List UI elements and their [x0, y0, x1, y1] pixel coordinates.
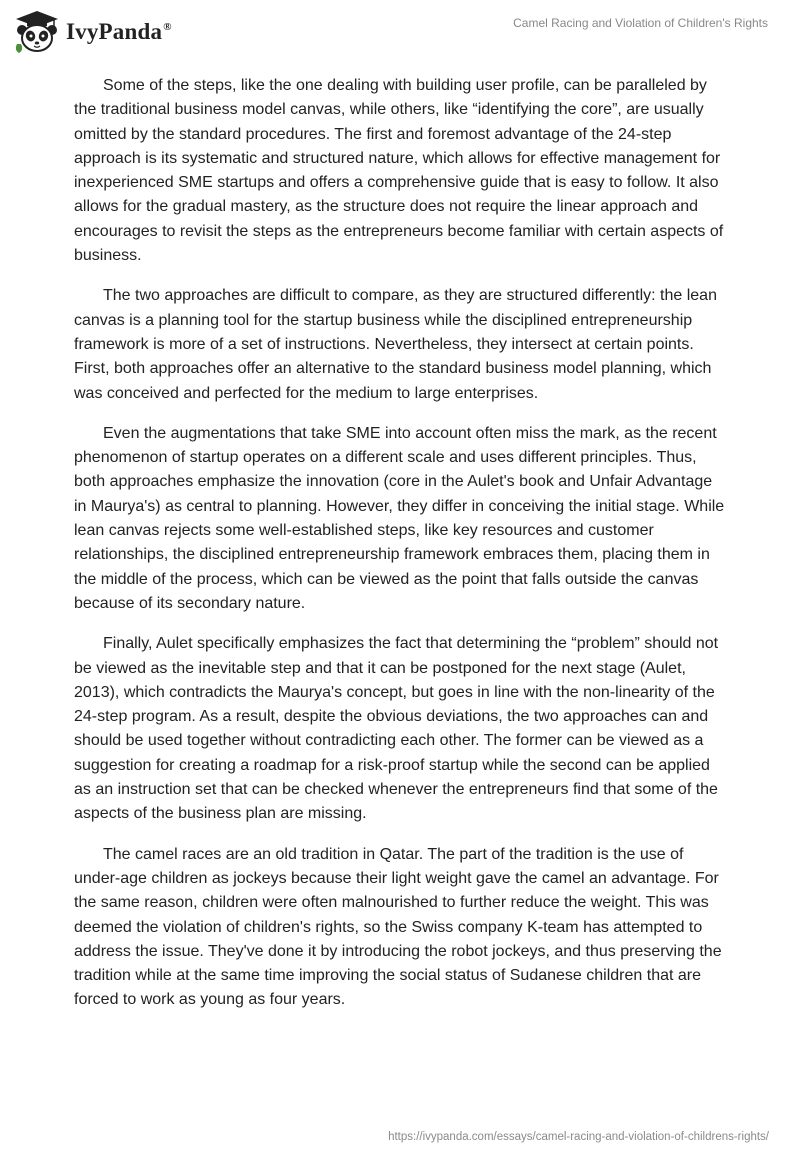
registered-mark: ® — [163, 21, 172, 34]
source-url-link[interactable]: https://ivypanda.com/essays/camel-racing-and-violation-of-childrens-rights/ — [388, 1131, 769, 1143]
panda-graduate-icon — [14, 10, 60, 54]
page-header — [0, 0, 800, 60]
essay-body — [74, 74, 726, 1029]
ivypanda-logo[interactable] — [14, 8, 172, 56]
brand-name — [66, 19, 172, 45]
paragraph: The two approaches are difficult to compare, as they are structured differently: the lean canvas is a planning tool for the startup business while the disciplined entrepreneurship framework is more of a set of instructions. Nevertheless, they intersect at certain points. First, both approaches offer an alternative to the standard business model planning, which was conceived and perfected for the medium to large enterprises. — [74, 287, 717, 402]
paragraph: Even the augmentations that take SME into account often miss the mark, as the recent phenomenon of startup operates on a different scale and uses different principles. Thus, both approaches emphasize the innovation (core in the Aulet's book and Unfair Advantage in Maurya's) as central to planning. However, they differ in conceiving the initial stage. While lean canvas rejects some well-established steps, like key resources and customer relationships, the disciplined entrepreneurship framework embraces them, placing them in the middle of the process, which can be viewed as the point that falls outside the canvas because of its secondary nature. — [74, 424, 725, 612]
paragraph: Finally, Aulet specifically emphasizes the fact that determining the “problem” should not be viewed as the inevitable step and that it can be postponed for the next stage (Aulet, 2013), which contradicts the Maurya's concept, but goes in line with the non-linearity of the 24-step program. As a result, despite the obvious deviations, the two approaches can and should be used together without contradicting each other. The former can be viewed as a suggestion for creating a roadmap for a risk-proof startup while the second can be applied as an instruction set that can be checked whenever the entrepreneurs find that some of the aspects of the business plan are missing. — [74, 635, 719, 823]
paragraph: The camel races are an old tradition in Qatar. The part of the tradition is the use of under-age children as jockeys because their light weight gave the camel an advantage. For the same reason, children were often malnourished to further reduce the weight. This was deemed the violation of children's rights, so the Swiss company K-team has attempted to address the issue. They've done it by introducing the robot jockeys, and thus preserving the tradition while at the same time improving the social status of Sudanese children that are forced to work as young as four years. — [74, 845, 722, 1009]
brand-text: IvyPanda — [66, 19, 163, 44]
document-title: Camel Racing and Violation of Children's Rights — [513, 16, 768, 30]
paragraph: Some of the steps, like the one dealing with building user profile, can be paralleled by the traditional business model canvas, while others, like “identifying the core”, are usually omitted by the standard procedures. The first and foremost advantage of the 24-step approach is its systematic and structured nature, which allows for effective management for inexperienced SME startups and offers a comprehensive guide that is easy to follow. It also allows for the gradual mastery, as the structure does not require the linear approach and encourages to revisit the steps as the entrepreneurs become familiar with certain aspects of business. — [74, 77, 724, 265]
